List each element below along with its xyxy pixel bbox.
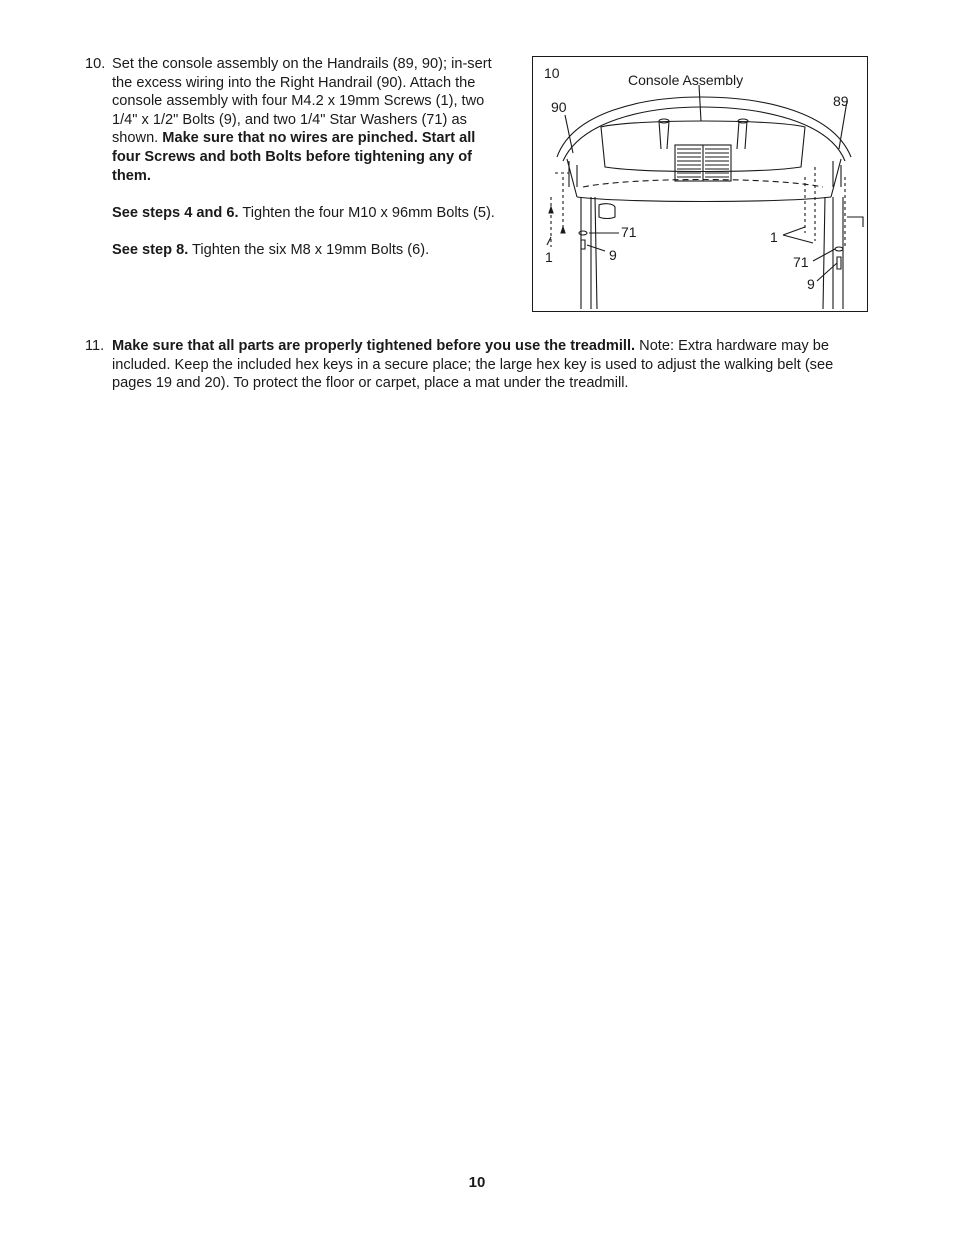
leader-1-left xyxy=(547,237,551,245)
page-number: 10 xyxy=(468,1174,486,1191)
instruction-text: Note: Extra hardware may be included. Keep the included hex keys in a secure place; the large hex key is used to adjust the walking belt (see pages 19 and 20). To protect the floor or carpet, place a mat under the treadmill. xyxy=(112,338,834,392)
cross-reference: See steps 4 and 6. xyxy=(112,204,239,221)
label-console-assembly: Console Assembly xyxy=(628,72,744,88)
leader-9-right xyxy=(817,263,837,281)
console-assembly-drawing xyxy=(533,57,869,313)
instruction-text: Tighten the four M10 x 96mm Bolts (5). xyxy=(238,204,495,221)
leader-1-right xyxy=(783,227,813,243)
warning-text: Make sure that no wires are pinched. Start all four Screws and both Bolts before tightening any of them. xyxy=(112,130,476,184)
instruction-text: Tighten the six M8 x 19mm Bolts (6). xyxy=(188,241,430,258)
step-body xyxy=(112,55,507,260)
console-bottom-edge xyxy=(577,197,831,202)
label-handrail-90: 90 xyxy=(551,99,567,115)
label-washer-71-right: 71 xyxy=(793,254,809,270)
step-10-paragraph-2 xyxy=(112,204,507,223)
leader-console xyxy=(699,85,701,121)
label-handrail-89: 89 xyxy=(833,93,849,109)
figure-step-label: 10 xyxy=(544,65,560,81)
label-bolt-9-right: 9 xyxy=(807,276,815,292)
label-washer-71-left: 71 xyxy=(621,224,637,240)
cross-reference: See step 8. xyxy=(112,241,189,258)
warning-text: Make sure that all parts are properly tightened before you use the treadmill. xyxy=(112,338,636,354)
label-screw-1-right: 1 xyxy=(770,229,778,245)
label-bolt-9-left: 9 xyxy=(609,247,617,263)
step-10-paragraph-1 xyxy=(112,55,507,185)
assembly-diagram xyxy=(532,56,868,312)
step-10-paragraph-3 xyxy=(112,241,507,260)
step-body xyxy=(112,337,864,393)
step-number: 10. xyxy=(85,56,106,72)
label-screw-1-left: 1 xyxy=(545,249,553,265)
step-number: 11. xyxy=(85,338,105,354)
instruction-text: Set the console assembly on the Handrails (89, 90); in-sert the excess wiring into the Right Handrail (90). Attach the console assembly with four M4.2 x 19mm Screws (1), two 1/4" x 1/2" Bolts (9), and two 1/4" Star Washers (71) as shown. xyxy=(112,56,492,147)
